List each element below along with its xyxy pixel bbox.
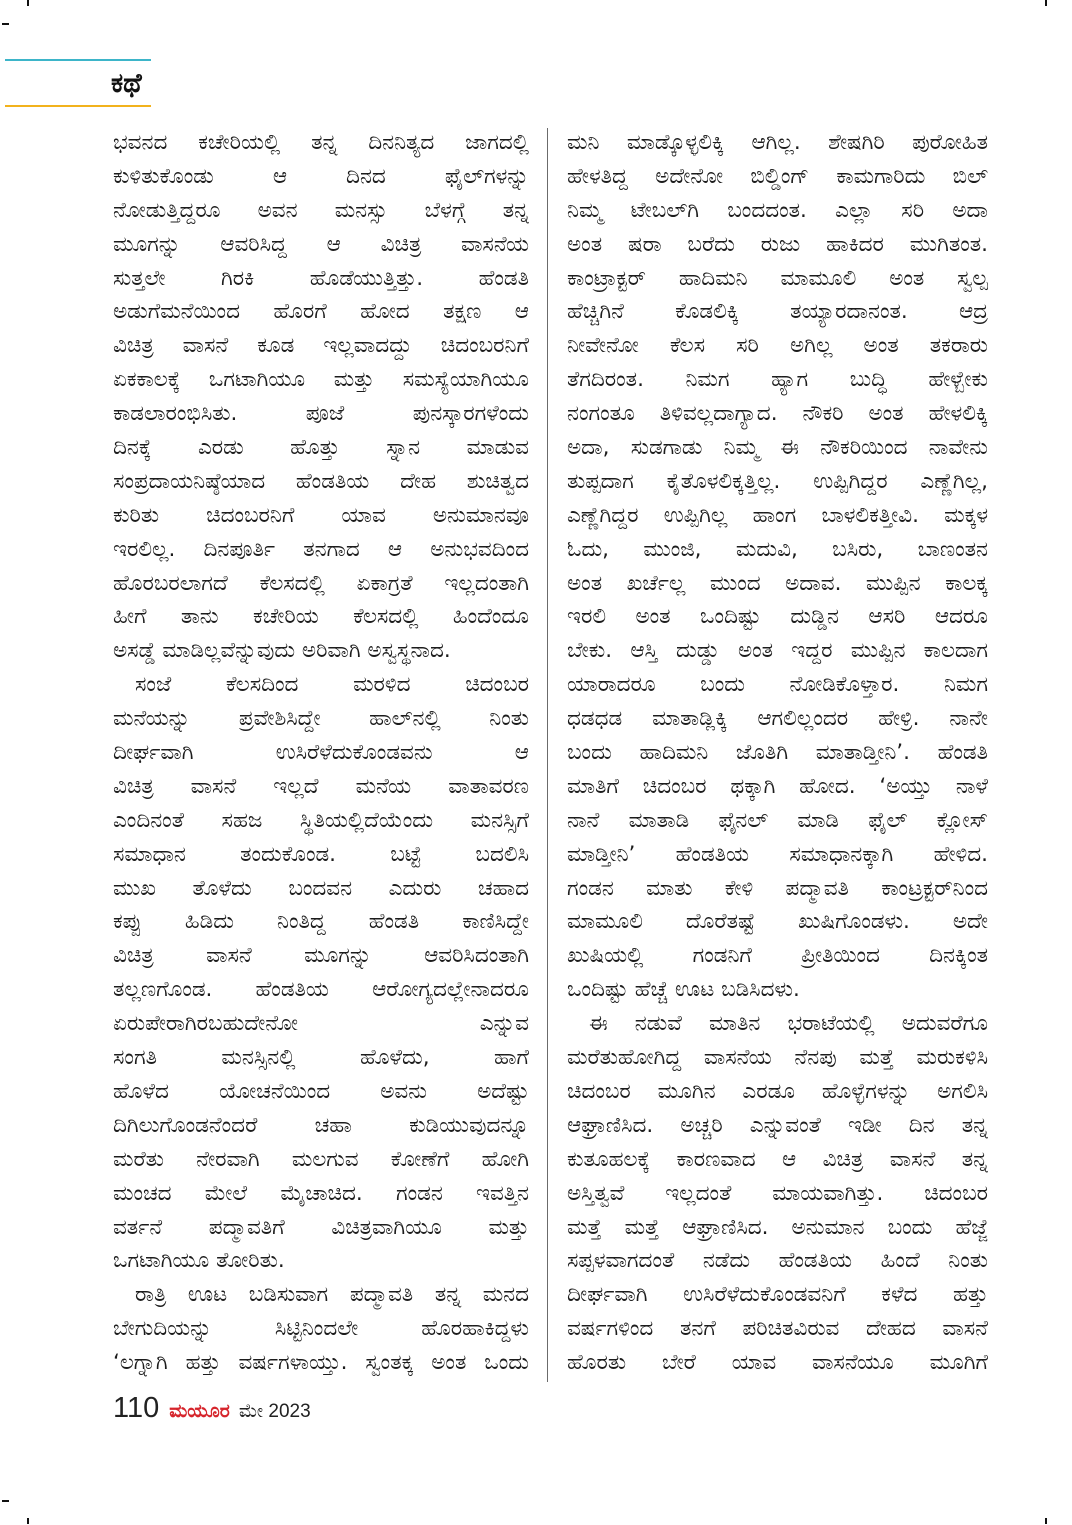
text-line: ನೀವೇನೋ ಕೆಲಸ ಸರಿ ಅಗಿಲ್ಲ ಅಂತ ತಕರಾರು <box>567 333 988 359</box>
text-line: ಸಪ್ಪಳವಾಗದಂತೆ ನಡೆದು ಹೆಂಡತಿಯ ಹಿಂದೆ ನಿಂತು <box>567 1248 988 1274</box>
text-line: ಕುತೂಹಲಕ್ಕೆ ಕಾರಣವಾದ ಆ ವಿಚಿತ್ರ ವಾಸನೆ ತನ್ನ <box>567 1146 988 1172</box>
text-line: ವಿಚಿತ್ರ ವಾಸನೆ ಕೂಡ ಇಲ್ಲವಾದದ್ದು ಚಿದಂಬರನಿಗೆ <box>113 333 529 359</box>
text-line: ಹೇಳತಿದ್ದ ಅದೇನೋ ಬಿಲ್ಡಿಂಗ್ ಕಾಮಗಾರಿದು ಬಿಲ್ <box>567 163 988 189</box>
text-line: ಮುಖ ತೊಳೆದು ಬಂದವನ ಎದುರು ಚಹಾದ <box>113 875 529 901</box>
text-line: ತಲ್ಲಣಗೊಂಡ. ಹೆಂಡತಿಯ ಆರೋಗ್ಯದಲ್ಲೇನಾದರೂ <box>113 977 529 1003</box>
text-line: ಮರೆತುಹೋಗಿದ್ದ ವಾಸನೆಯ ನೆನಪು ಮತ್ತೆ ಮರುಕಳಿಸಿ <box>567 1045 988 1071</box>
text-line: ದಿಗಿಲುಗೊಂಡನೆಂದರೆ ಚಹಾ ಕುಡಿಯುವುದನ್ನೂ <box>113 1112 529 1138</box>
text-line: ದೀರ್ಘವಾಗಿ ಉಸಿರೆಳೆದುಕೊಂಡವನು ಆ <box>113 740 529 766</box>
crop-mark <box>27 0 29 6</box>
text-line: ಸಂಗತಿ ಮನಸ್ಸಿನಲ್ಲಿ ಹೊಳೆದು, ಹಾಗೆ <box>113 1045 529 1071</box>
column-divider <box>547 128 548 1382</box>
text-line: ಬೇಗುದಿಯನ್ನು ಸಿಟ್ಟಿನಿಂದಲೇ ಹೊರಹಾಕಿದ್ದಳು <box>113 1316 529 1342</box>
issue-date: ಮೇ 2023 <box>238 1401 311 1422</box>
text-line: ತುಪ್ಪದಾಗ ಕೈತೊಳಲಿಕ್ಕತ್ತಿಲ್ಲ. ಉಪ್ಪಿಗಿದ್ದರ ಎಣ್ಣೆಗಿಲ್ಲ, <box>567 468 988 494</box>
text-line: ಕಾಂಟ್ರಾಕ್ಟರ್ ಹಾದಿಮನಿ ಮಾಮೂಲಿ ಅಂತ ಸ್ವಲ್ಪ <box>567 265 988 291</box>
text-line: ಏಕಕಾಲಕ್ಕೆ ಒಗಟಾಗಿಯೂ ಮತ್ತು ಸಮಸ್ಯೆಯಾಗಿಯೂ <box>113 367 529 393</box>
page-number: 110 <box>113 1392 160 1424</box>
text-line: ನಂಗಂತೂ ತಿಳಿವಲ್ಲದಾಗ್ಯಾದ. ನೌಕರಿ ಅಂತ ಹೇಳಲಿಕ್ಕಿ <box>567 401 988 427</box>
crop-mark <box>2 1500 9 1502</box>
header-rule-bottom <box>5 105 151 107</box>
paragraph <box>113 1278 529 1380</box>
text-line: ಭವನದ ಕಚೇರಿಯಲ್ಲಿ ತನ್ನ ದಿನನಿತ್ಯದ ಜಾಗದಲ್ಲಿ <box>113 130 529 155</box>
text-line: ಚಿದಂಬರ ಮೂಗಿನ ಎರಡೂ ಹೊಳ್ಳೆಗಳನ್ನು ಅಗಲಿಸಿ <box>567 1078 988 1104</box>
text-line: ವರ್ಷಗಳಿಂದ ತನಗೆ ಪರಿಚಿತವಿರುವ ದೇಹದ ವಾಸನೆ <box>567 1316 988 1342</box>
text-line: ಒಗಟಾಗಿಯೂ ತೋರಿತು. <box>113 1248 285 1274</box>
text-line: ಮೂಗನ್ನು ಆವರಿಸಿದ್ದ ಆ ವಿಚಿತ್ರ ವಾಸನೆಯ <box>113 231 529 257</box>
text-line: ದಿನಕ್ಕೆ ಎರಡು ಹೊತ್ತು ಸ್ನಾನ ಮಾಡುವ <box>113 435 529 461</box>
paragraph <box>113 668 529 1278</box>
text-line: ಇರಲಿಲ್ಲ. ದಿನಪೂರ್ತಿ ತನಗಾದ ಆ ಅನುಭವದಿಂದ <box>113 536 529 562</box>
text-line: ದೀರ್ಘವಾಗಿ ಉಸಿರೆಳೆದುಕೊಂಡವನಿಗೆ ಕಳೆದ ಹತ್ತು <box>567 1282 988 1308</box>
text-line: ಬೇಕು. ಆಸ್ತಿ ದುಡ್ಡು ಅಂತ ಇದ್ದರ ಮುಪ್ಪಿನ ಕಾಲದಾಗ <box>567 638 988 664</box>
text-line: ಸುತ್ತಲೇ ಗಿರಕಿ ಹೊಡೆಯುತ್ತಿತ್ತು. ಹೆಂಡತಿ <box>113 265 529 291</box>
crop-mark <box>2 23 9 25</box>
text-line: ಈ ನಡುವೆ ಮಾತಿನ ಭರಾಟೆಯಲ್ಲಿ ಅದುವರೆಗೂ <box>589 1011 988 1037</box>
text-line: ಒಂದಿಷ್ಟು ಹೆಚ್ಚೆ ಊಟ ಬಡಿಸಿದಳು. <box>567 977 800 1003</box>
text-line: ಮಾಮೂಲಿ ದೊರೆತಷ್ಟೆ ಖುಷಿಗೊಂಡಳು. ಅದೇ <box>567 909 988 935</box>
text-line: ಕುಳಿತುಕೊಂಡು ಆ ದಿನದ ಫೈಲ್‌ಗಳನ್ನು <box>113 163 529 189</box>
text-line: ‘ಲಗ್ನಾಗಿ ಹತ್ತು ವರ್ಷಗಳಾಯ್ತು. ಸ್ವಂತಕ್ಕ ಅಂತ ಒಂದು <box>113 1350 529 1376</box>
paragraph <box>567 1007 988 1380</box>
paragraph <box>567 126 988 1007</box>
text-line: ಕಪ್ಪು ಹಿಡಿದು ನಿಂತಿದ್ದ ಹೆಂಡತಿ ಕಾಣಿಸಿದ್ದೇ <box>113 909 529 935</box>
text-line: ಅಡುಗೆಮನೆಯಿಂದ ಹೊರಗೆ ಹೋದ ತಕ್ಷಣ ಆ <box>113 299 529 325</box>
text-line: ಮಾಡ್ತೀನಿ’ ಹೆಂಡತಿಯ ಸಮಾಧಾನಕ್ಕಾಗಿ ಹೇಳಿದ. <box>567 841 988 867</box>
text-line: ಎಂದಿನಂತೆ ಸಹಜ ಸ್ಥಿತಿಯಲ್ಲಿದೆಯೆಂದು ಮನಸ್ಸಿಗೆ <box>113 807 529 833</box>
text-line: ಮತ್ತೆ ಮತ್ತೆ ಆಘ್ರಾಣಿಸಿದ. ಅನುಮಾನ ಬಂದು ಹೆಜ್ಜೆ <box>567 1214 988 1240</box>
text-line: ಏರುಪೇರಾಗಿರಬಹುದೇನೋ ಎನ್ನುವ <box>113 1011 529 1037</box>
text-line: ಹೊರಬರಲಾಗದೆ ಕೆಲಸದಲ್ಲಿ ಏಕಾಗ್ರತೆ ಇಲ್ಲದಂತಾಗಿ <box>113 570 529 596</box>
crop-mark <box>1045 1518 1047 1524</box>
text-line: ಎಣ್ಣೆಗಿದ್ದರ ಉಪ್ಪಿಗಿಲ್ಲ ಹಾಂಗ ಬಾಳಲಿಕತ್ತೀವಿ. ಮಕ್ಕಳ <box>567 502 988 528</box>
text-line: ಕುರಿತು ಚಿದಂಬರನಿಗೆ ಯಾವ ಅನುಮಾನವೂ <box>113 502 529 528</box>
text-line: ಮನೆಯನ್ನು ಪ್ರವೇಶಿಸಿದ್ದೇ ಹಾಲ್‌ನಲ್ಲಿ ನಿಂತು <box>113 706 529 732</box>
text-line: ಅಸ್ತಿತ್ವವೆ ಇಲ್ಲದಂತೆ ಮಾಯವಾಗಿತ್ತು. ಚಿದಂಬರ <box>567 1180 988 1206</box>
text-line: ಮಂಚದ ಮೇಲೆ ಮೈಚಾಚಿದ. ಗಂಡನ ಇವತ್ತಿನ <box>113 1180 529 1206</box>
text-line: ತೆಗದಿರಂತ. ನಿಮಗ ಹ್ಯಾಗ ಬುದ್ಧಿ ಹೇಳ್ಬೇಕು <box>567 367 988 393</box>
text-line: ಬಂದು ಹಾದಿಮನಿ ಜೊತಿಗಿ ಮಾತಾಡ್ತೀನಿ’. ಹೆಂಡತಿ <box>567 740 988 766</box>
text-line: ಅಂತ ಷರಾ ಬರೆದು ರುಜು ಹಾಕಿದರ ಮುಗಿತಂತ. <box>567 231 988 257</box>
text-line: ಅದಾ, ಸುಡಗಾಡು ನಿಮ್ಮ ಈ ನೌಕರಿಯಿಂದ ನಾವೇನು <box>567 435 988 461</box>
text-line: ಹೊರತು ಬೇರೆ ಯಾವ ವಾಸನೆಯೂ ಮೂಗಿಗೆ <box>567 1350 988 1376</box>
text-line: ನಿಮ್ಮ ಟೇಬಲ್‌ಗಿ ಬಂದದಂತ. ಎಲ್ಲಾ ಸರಿ ಅದಾ <box>567 197 988 223</box>
text-line: ಧಡಧಡ ಮಾತಾಡ್ಲಿಕ್ಕಿ ಆಗಲಿಲ್ಲಂದರ ಹೇಳ್ರಿ. ನಾನೇ <box>567 706 988 732</box>
text-line: ಸಮಾಧಾನ ತಂದುಕೊಂಡ. ಬಟ್ಟೆ ಬದಲಿಸಿ <box>113 841 529 867</box>
page-footer <box>113 1392 311 1430</box>
text-line: ಅಂತ ಖರ್ಚೆಲ್ಲ ಮುಂದ ಅದಾವ. ಮುಪ್ಪಿನ ಕಾಲಕ್ಕ <box>567 570 988 596</box>
text-line: ವರ್ತನೆ ಪದ್ಮಾವತಿಗೆ ವಿಚಿತ್ರವಾಗಿಯೂ ಮತ್ತು <box>113 1214 529 1240</box>
paragraph <box>113 126 529 668</box>
text-line: ಖುಷಿಯಲ್ಲಿ ಗಂಡನಿಗೆ ಪ್ರೀತಿಯಿಂದ ದಿನಕ್ಕಿಂತ <box>567 943 988 969</box>
magazine-name: ಮಯೂರ <box>169 1400 230 1422</box>
crop-mark <box>27 1518 29 1524</box>
text-line: ಇರಲಿ ಅಂತ ಒಂದಿಷ್ಟು ದುಡ್ಡಿನ ಆಸರಿ ಆದರೂ <box>567 604 988 630</box>
text-line: ಕಾಡಲಾರಂಭಿಸಿತು. ಪೂಜೆ ಪುನಸ್ಕಾರಗಳೆಂದು <box>113 401 529 427</box>
right-text-column <box>567 126 988 1380</box>
header-rule-top <box>5 59 151 61</box>
text-line: ಗಂಡನ ಮಾತು ಕೇಳಿ ಪದ್ಮಾವತಿ ಕಾಂಟ್ರಕ್ಟರ್‌ನಿಂದ <box>567 875 988 901</box>
text-line: ಸಂಪ್ರದಾಯನಿಷ್ಠೆಯಾದ ಹೆಂಡತಿಯ ದೇಹ ಶುಚಿತ್ವದ <box>113 468 529 494</box>
text-line: ಸಂಜೆ ಕೆಲಸದಿಂದ ಮರಳಿದ ಚಿದಂಬರ <box>135 672 529 698</box>
section-title: ಕಥೆ <box>111 68 142 99</box>
text-line: ವಿಚಿತ್ರ ವಾಸನೆ ಇಲ್ಲದೆ ಮನೆಯ ವಾತಾವರಣ <box>113 773 529 799</box>
left-text-column <box>113 126 529 1380</box>
text-line: ಮಾತಿಗೆ ಚಿದಂಬರ ಥಕ್ಕಾಗಿ ಹೋದ. ‘ಅಯ್ತು ನಾಳೆ <box>567 773 988 799</box>
crop-mark <box>1045 0 1047 6</box>
text-line: ಹೊಳೆದ ಯೋಚನೆಯಿಂದ ಅವನು ಅದೆಷ್ಟು <box>113 1078 529 1104</box>
text-line: ಹೀಗೆ ತಾನು ಕಚೇರಿಯ ಕೆಲಸದಲ್ಲಿ ಹಿಂದೆಂದೂ <box>113 604 529 630</box>
text-line: ಮರೆತು ನೇರವಾಗಿ ಮಲಗುವ ಕೋಣೆಗೆ ಹೋಗಿ <box>113 1146 529 1172</box>
text-line: ಅಸಡ್ಡೆ ಮಾಡಿಲ್ಲವೆನ್ನುವುದು ಅರಿವಾಗಿ ಅಸ್ವಸ್ಥನಾದ. <box>113 638 451 664</box>
text-line: ಆಘ್ರಾಣಿಸಿದ. ಅಚ್ಚರಿ ಎನ್ನುವಂತೆ ಇಡೀ ದಿನ ತನ್ನ <box>567 1112 988 1138</box>
text-line: ಓದು, ಮುಂಜಿ, ಮದುವಿ, ಬಸಿರು, ಬಾಣಂತನ <box>567 536 988 562</box>
text-line: ವಿಚಿತ್ರ ವಾಸನೆ ಮೂಗನ್ನು ಆವರಿಸಿದಂತಾಗಿ <box>113 943 529 969</box>
text-line: ಯಾರಾದರೂ ಬಂದು ನೋಡಿಕೊಳ್ತಾರ. ನಿಮಗ <box>567 672 988 698</box>
text-line: ಮನಿ ಮಾಡ್ಕೊಳ್ಳಲಿಕ್ಕಿ ಆಗಿಲ್ಲ. ಶೇಷಗಿರಿ ಪುರೋಹಿತ <box>567 130 988 155</box>
text-line: ರಾತ್ರಿ ಊಟ ಬಡಿಸುವಾಗ ಪದ್ಮಾವತಿ ತನ್ನ ಮನದ <box>135 1282 529 1308</box>
text-line: ನಾನೆ ಮಾತಾಡಿ ಫೈನಲ್ ಮಾಡಿ ಫೈಲ್ ಕ್ಲೋಸ್ <box>567 807 988 833</box>
text-line: ನೋಡುತ್ತಿದ್ದರೂ ಅವನ ಮನಸ್ಸು ಬೆಳಗ್ಗೆ ತನ್ನ <box>113 197 529 223</box>
text-line: ಹೆಚ್ಚಿಗಿನೆ ಕೊಡಲಿಕ್ಕಿ ತಯ್ಯಾರದಾನಂತ. ಆದ್ರ <box>567 299 988 325</box>
